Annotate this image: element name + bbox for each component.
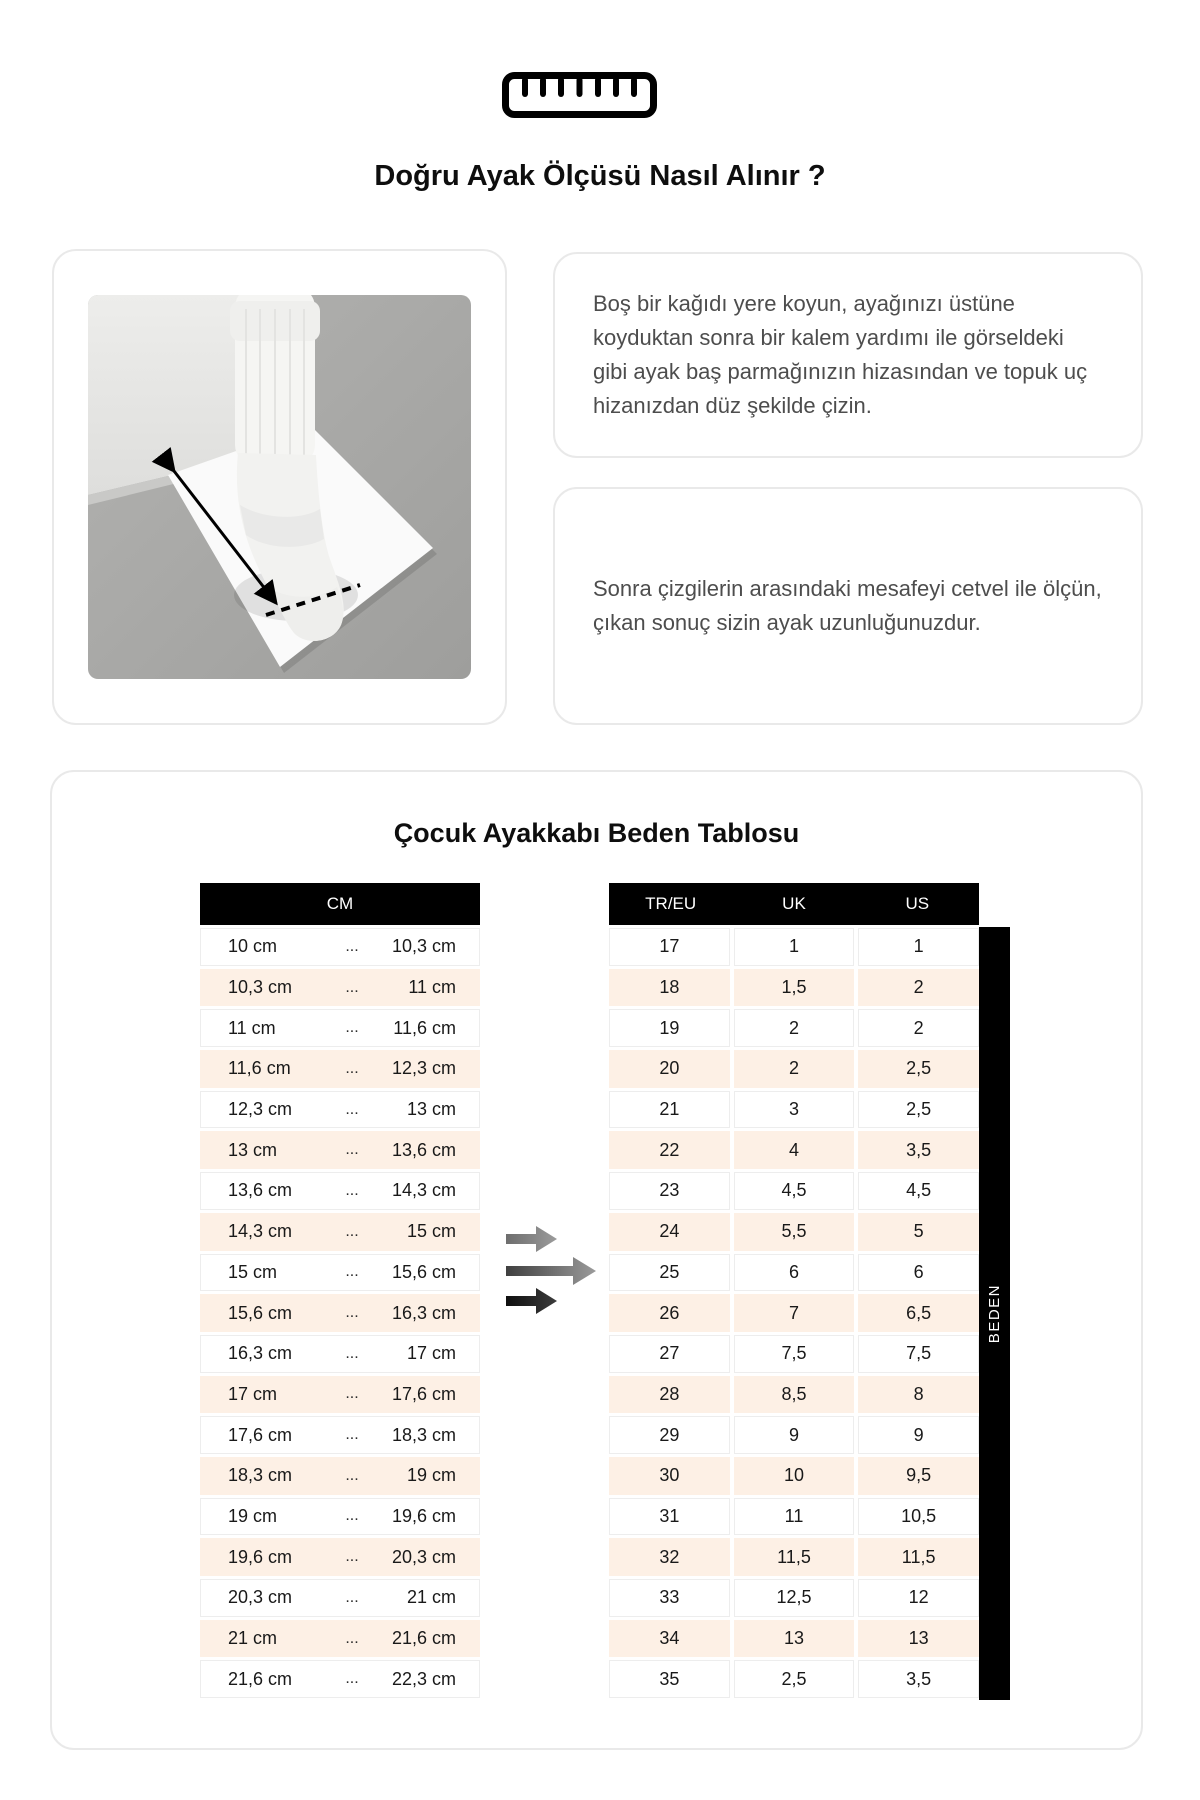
shoe-size-table-row: [609, 1620, 979, 1658]
size-value: 7,5: [734, 1335, 855, 1373]
cm-value: 10 cm: [228, 936, 278, 957]
size-value: 4,5: [734, 1172, 855, 1210]
instruction-text-2: Sonra çizgilerin arasındaki mesafeyi cetvel ile ölçün, çıkan sonuç sizin ayak uzunluğunuzdur.: [593, 576, 1102, 635]
size-value: 33: [609, 1579, 730, 1617]
size-value: 2,5: [734, 1660, 855, 1698]
cm-table-row: [200, 1254, 480, 1292]
cm-value: 14,3 cm: [391, 1180, 456, 1201]
cm-table-row: [200, 1376, 480, 1414]
range-separator: ...: [345, 1263, 359, 1281]
ruler-icon: [502, 72, 657, 123]
range-separator: ...: [345, 1588, 359, 1606]
size-value: 6: [734, 1254, 855, 1292]
cm-value: 18,3 cm: [391, 1424, 456, 1445]
cm-table-row: [200, 1091, 480, 1129]
size-value: 28: [609, 1376, 730, 1414]
size-value: 1: [734, 928, 855, 966]
cm-table-row: [200, 1131, 480, 1169]
cm-table-row: [200, 1213, 480, 1251]
col-header-tr-eu: TR/EU: [645, 894, 697, 913]
size-value: 25: [609, 1254, 730, 1292]
cm-value: 20,3 cm: [391, 1546, 456, 1567]
cm-value: 18,3 cm: [228, 1465, 293, 1486]
size-value: 13: [734, 1620, 855, 1658]
foot-measure-photo: [88, 295, 471, 679]
range-separator: ...: [345, 1344, 359, 1362]
size-value: 3,5: [858, 1131, 979, 1169]
size-value: 18: [609, 969, 730, 1007]
cm-value: 17 cm: [406, 1343, 456, 1364]
beden-label: BEDEN: [986, 1283, 1003, 1344]
cm-table-row: [200, 928, 480, 966]
size-value: 12: [858, 1579, 979, 1617]
shoe-size-table-row: [609, 1660, 979, 1698]
beden-side-bar: [979, 927, 1010, 1700]
cm-value: 21,6 cm: [391, 1628, 456, 1649]
cm-table-row: [200, 1335, 480, 1373]
size-value: 3,5: [858, 1660, 979, 1698]
size-value: 7: [734, 1294, 855, 1332]
instruction-text-1: Boş bir kağıdı yere koyun, ayağınızı üstüne koyduktan sonra bir kalem yardımı ile görseldeki gibi ayak baş parmağınızın hizasından ve topuk uç hizanızdan düz şekilde çizin.: [593, 291, 1088, 418]
shoe-size-table-row: [609, 1213, 979, 1251]
size-value: 2,5: [858, 1091, 979, 1129]
size-value: 5: [858, 1213, 979, 1251]
cm-table-header: CM: [200, 883, 480, 925]
instruction-card-1: [553, 252, 1143, 458]
cm-table-body: [200, 928, 480, 1698]
size-value: 2: [858, 969, 979, 1007]
size-value: 5,5: [734, 1213, 855, 1251]
cm-value: 17,6 cm: [391, 1383, 456, 1404]
range-separator: ...: [345, 1548, 359, 1566]
cm-value: 20,3 cm: [228, 1587, 293, 1608]
cm-value: 11 cm: [228, 1017, 276, 1038]
size-value: 2,5: [858, 1050, 979, 1088]
size-value: 24: [609, 1213, 730, 1251]
size-value: 10,5: [858, 1498, 979, 1536]
range-separator: ...: [345, 1466, 359, 1484]
cm-table-row: [200, 1620, 480, 1658]
cm-value: 19,6 cm: [228, 1546, 293, 1567]
size-value: 2: [858, 1009, 979, 1047]
cm-value: 15 cm: [406, 1221, 456, 1242]
cm-value: 15 cm: [228, 1261, 278, 1282]
size-value: 2: [734, 1050, 855, 1088]
shoe-size-table-row: [609, 1172, 979, 1210]
range-separator: ...: [345, 1222, 359, 1240]
shoe-size-table-row: [609, 1457, 979, 1495]
size-value: 21: [609, 1091, 730, 1129]
range-separator: ...: [345, 1629, 359, 1647]
instruction-card-2: [553, 487, 1143, 725]
cm-value: 15,6 cm: [391, 1261, 456, 1282]
cm-table-row: [200, 969, 480, 1007]
shoe-size-table-row: [609, 1294, 979, 1332]
range-separator: ...: [345, 937, 359, 955]
size-value: 8,5: [734, 1376, 855, 1414]
cm-value: 21,6 cm: [228, 1668, 293, 1689]
shoe-size-table-row: [609, 1579, 979, 1617]
page-title: Doğru Ayak Ölçüsü Nasıl Alınır ?: [374, 160, 826, 192]
range-separator: ...: [345, 1181, 359, 1199]
shoe-size-table-row: [609, 928, 979, 966]
shoe-size-table-row: [609, 1131, 979, 1169]
col-header-uk: UK: [782, 894, 806, 913]
range-separator: ...: [345, 1385, 359, 1403]
size-value: 27: [609, 1335, 730, 1373]
cm-table-row: [200, 1660, 480, 1698]
cm-value: 12,3 cm: [391, 1058, 456, 1079]
col-header-us: US: [905, 894, 930, 913]
size-value: 26: [609, 1294, 730, 1332]
size-value: 9: [858, 1416, 979, 1454]
size-value: 29: [609, 1416, 730, 1454]
shoe-size-table-row: [609, 1538, 979, 1576]
shoe-size-table-row: [609, 1335, 979, 1373]
cm-table-row: [200, 1172, 480, 1210]
size-value: 4: [734, 1131, 855, 1169]
size-value: 20: [609, 1050, 730, 1088]
size-value: 22: [609, 1131, 730, 1169]
cm-value: 19,6 cm: [391, 1505, 456, 1526]
cm-table-row: [200, 1579, 480, 1617]
cm-table-row: [200, 1416, 480, 1454]
size-value: 11,5: [734, 1538, 855, 1576]
size-value: 1,5: [734, 969, 855, 1007]
range-separator: ...: [345, 1304, 359, 1322]
cm-table: [200, 883, 480, 1698]
cm-value: 16,3 cm: [391, 1302, 456, 1323]
size-value: 1: [858, 928, 979, 966]
shoe-size-table-row: [609, 1254, 979, 1292]
size-value: 7,5: [858, 1335, 979, 1373]
cm-value: 17,6 cm: [228, 1424, 293, 1445]
size-value: 9: [734, 1416, 855, 1454]
size-value: 30: [609, 1457, 730, 1495]
size-value: 34: [609, 1620, 730, 1658]
cm-value: 14,3 cm: [228, 1221, 293, 1242]
shoe-size-table-header: [609, 883, 979, 925]
size-value: 11: [734, 1498, 855, 1536]
cm-value: 19 cm: [228, 1505, 278, 1526]
size-table-section: [50, 770, 1143, 1750]
shoe-size-table: [609, 883, 979, 1698]
size-value: 32: [609, 1538, 730, 1576]
size-value: 2: [734, 1009, 855, 1047]
size-value: 17: [609, 928, 730, 966]
size-value: 9,5: [858, 1457, 979, 1495]
range-separator: ...: [345, 1507, 359, 1525]
shoe-size-table-row: [609, 1009, 979, 1047]
cm-value: 11,6 cm: [393, 1017, 456, 1038]
size-value: 6,5: [858, 1294, 979, 1332]
size-value: 11,5: [858, 1538, 979, 1576]
cm-value: 21 cm: [228, 1628, 278, 1649]
shoe-size-table-row: [609, 1050, 979, 1088]
cm-value: 16,3 cm: [228, 1343, 293, 1364]
range-separator: ...: [345, 1426, 359, 1444]
cm-value: 13,6 cm: [228, 1180, 293, 1201]
size-value: 23: [609, 1172, 730, 1210]
size-value: 13: [858, 1620, 979, 1658]
cm-table-row: [200, 1498, 480, 1536]
range-separator: ...: [345, 1019, 359, 1037]
shoe-size-table-row: [609, 1416, 979, 1454]
shoe-size-table-row: [609, 1498, 979, 1536]
size-value: 3: [734, 1091, 855, 1129]
foot-measure-illustration-card: [52, 249, 507, 725]
cm-value: 10,3 cm: [391, 936, 456, 957]
cm-value: 11,6 cm: [228, 1058, 291, 1079]
size-value: 10: [734, 1457, 855, 1495]
cm-value: 13 cm: [406, 1099, 456, 1120]
cm-table-row: [200, 1009, 480, 1047]
range-separator: ...: [345, 978, 359, 996]
shoe-size-table-row: [609, 969, 979, 1007]
size-value: 35: [609, 1660, 730, 1698]
cm-table-row: [200, 1538, 480, 1576]
range-separator: ...: [345, 1670, 359, 1688]
cm-table-row: [200, 1050, 480, 1088]
cm-value: 13,6 cm: [391, 1139, 456, 1160]
cm-value: 22,3 cm: [391, 1668, 456, 1689]
size-value: 4,5: [858, 1172, 979, 1210]
cm-value: 12,3 cm: [228, 1099, 293, 1120]
size-value: 12,5: [734, 1579, 855, 1617]
shoe-size-table-row: [609, 1376, 979, 1414]
range-separator: ...: [345, 1059, 359, 1077]
cm-value: 11 cm: [408, 977, 456, 998]
range-separator: ...: [345, 1100, 359, 1118]
size-value: 31: [609, 1498, 730, 1536]
cm-table-row: [200, 1457, 480, 1495]
cm-value: 21 cm: [406, 1587, 456, 1608]
shoe-size-table-body: [609, 928, 979, 1698]
section-title: Çocuk Ayakkabı Beden Tablosu: [393, 818, 800, 848]
range-separator: ...: [345, 1141, 359, 1159]
cm-table-row: [200, 1294, 480, 1332]
cm-value: 13 cm: [228, 1139, 278, 1160]
shoe-size-table-row: [609, 1091, 979, 1129]
cm-value: 17 cm: [228, 1383, 278, 1404]
size-value: 19: [609, 1009, 730, 1047]
size-value: 8: [858, 1376, 979, 1414]
cm-value: 19 cm: [406, 1465, 456, 1486]
cm-value: 10,3 cm: [228, 977, 293, 998]
cm-value: 15,6 cm: [228, 1302, 293, 1323]
size-value: 6: [858, 1254, 979, 1292]
